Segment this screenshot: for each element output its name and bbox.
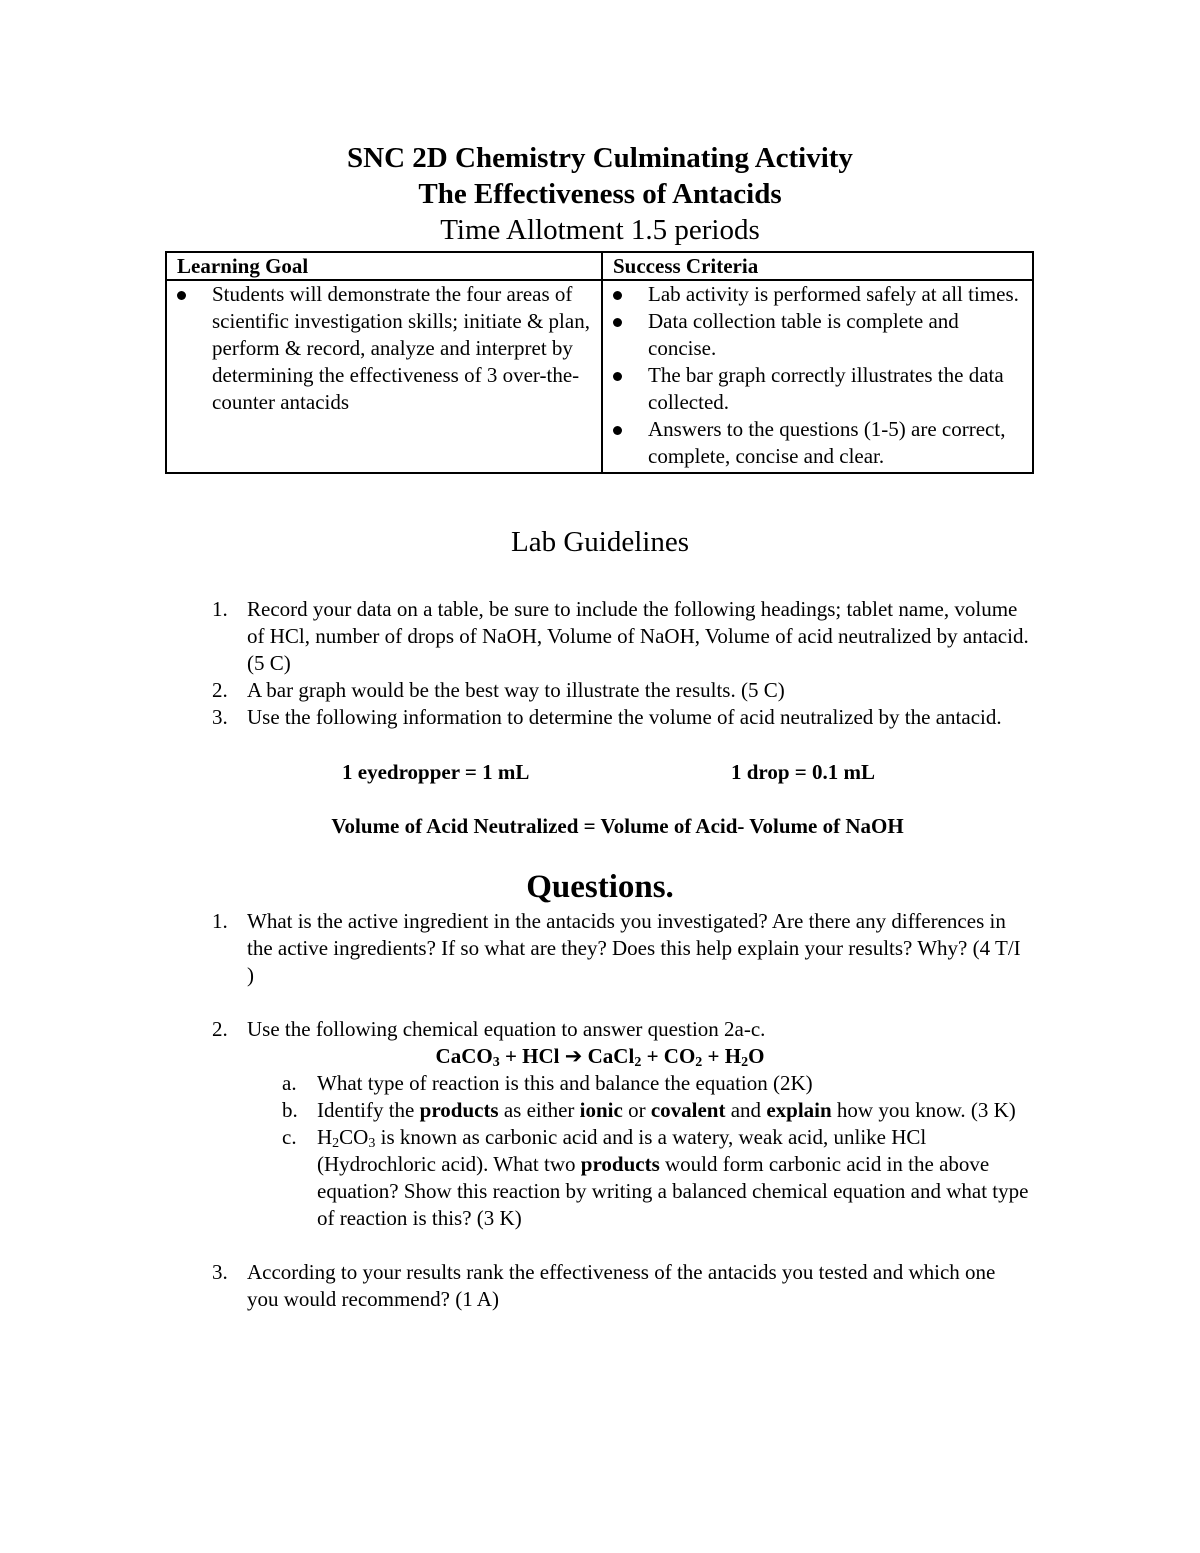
time-allotment: Time Allotment 1.5 periods [440, 214, 760, 246]
bullet-icon [613, 291, 622, 300]
criteria-item: The bar graph correctly illustrates the data collected. [613, 362, 1026, 416]
question-1: 1. What is the active ingredient in the antacids you investigated? Are there any differences in the active ingredients? If so what are they? Does this help explain your results? Why? (4 T/I ) [212, 909, 1021, 987]
learning-goal-header: Learning Goal [166, 252, 602, 280]
question-2: 2. Use the following chemical equation to answer question 2a-c. CaCO$_3$ + HCl ➔ CaCl$_2$ + $CO_2 + H_2O$ a. What type of reaction is this and balance the equation (2K) b. Identify the products as either ionic or covalent and explain how you know. (3 K) c. $H_2CO_3$ is known as carbonic acid and is a watery, weak acid, unlike HCl (Hydrochloric acid). What two products would form carbonic acid in the above equation? Show this reaction by writing a balanced chemical equation and what type of reaction is this? (3 K) [0, 1016, 1200, 1232]
bullet-icon [613, 426, 622, 435]
lab-guidelines-heading: Lab Guidelines [511, 526, 689, 558]
arrow-icon: ➔ [564, 1044, 583, 1068]
bullet-icon [177, 291, 186, 300]
goals-table [165, 251, 1034, 474]
bullet-icon [613, 372, 622, 381]
question-2b: b. Identify the products as either ionic or covalent and explain how you know. (3 K) [282, 1098, 1016, 1122]
document-title: SNC 2D Chemistry Culminating Activity [347, 142, 853, 174]
criteria-item: Lab activity is performed safely at all times. [613, 281, 1026, 308]
title-block [0, 140, 1200, 248]
learning-goal-cell [166, 280, 602, 473]
list-item: 3. Use the following information to determine the volume of acid neutralized by the antacid. [212, 705, 1002, 729]
chemical-equation: CaCO$_3$ + HCl ➔ CaCl$_2$ + $CO_2 + H_2O$ [435, 1044, 765, 1070]
question-2c: c. $H_2CO_3$ is known as carbonic acid and is a watery, weak acid, unlike HCl (Hydrochloric acid). What two products would form carbonic acid in the above equation? Show this reaction by writing a balanced chemical equation and what type of reaction is this? (3 K) [282, 1125, 1029, 1230]
learning-goal-item: Students will demonstrate the four areas of scientific investigation skills; initiate & plan, perform & record, analyze and interpret by determining the effectiveness of 3 over-the-counter antacids [177, 281, 595, 416]
lab-guidelines-list [0, 596, 1200, 731]
question-2a: a. What type of reaction is this and balance the equation (2K) [282, 1071, 813, 1095]
success-criteria-cell [602, 280, 1033, 473]
questions-list [0, 908, 1200, 1313]
question-3: 3. According to your results rank the effectiveness of the antacids you tested and which one you would recommend? (1 A) [212, 1260, 996, 1311]
bullet-icon [613, 318, 622, 327]
formula: Volume of Acid Neutralized = Volume of Acid- Volume of NaOH [331, 814, 904, 838]
criteria-item: Data collection table is complete and concise. [613, 308, 1026, 362]
document-subtitle: The Effectiveness of Antacids [418, 178, 782, 210]
question-2-subparts [247, 1070, 1030, 1232]
questions-heading: Questions. [526, 869, 674, 905]
criteria-item: Answers to the questions (1-5) are correct, complete, concise and clear. [613, 416, 1026, 470]
success-criteria-header: Success Criteria [602, 252, 1033, 280]
list-item: 2. A bar graph would be the best way to illustrate the results. (5 C) [212, 678, 785, 702]
conversion-drop: 1 drop = 0.1 mL [731, 760, 876, 784]
list-item: 1. Record your data on a table, be sure to include the following headings; tablet name, volume of HCl, number of drops of NaOH, Volume of NaOH, Volume of acid neutralized by antacid. (5 C) [212, 597, 1029, 675]
conversion-eyedropper: 1 eyedropper = 1 mL [342, 760, 530, 784]
